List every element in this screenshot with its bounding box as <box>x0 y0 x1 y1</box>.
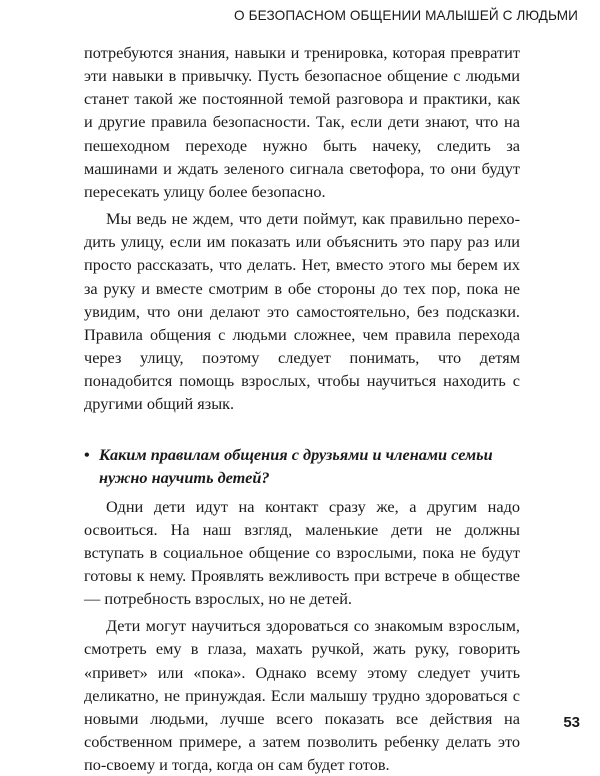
paragraph-contact: Одни дети идут на контакт сразу же, а другим надо освоиться. На наш взгляд, маленькие дети не должны вступать в социальное общение со взрослыми, пока не будут готовы к нему. Проявлять вежливость при встрече в обществе — потребность взрослых, но не детей. <box>84 496 520 609</box>
running-head: О БЕЗОПАСНОМ ОБЩЕНИИ МАЛЫШЕЙ С ЛЮДЬМИ <box>234 8 578 23</box>
paragraph-continued: потребуются знания, навыки и тренировка, которая превратит эти навыки в привычку. Пусть безопасное общение с людьми станет такой же постоянной темой разговора и практики, как и другие правила безопасности. Так, если дети знают, что на пешеходном переходе нужно быть начеку, следить за машинами и ждать зеленого сигнала светофора, то они будут пересекать улицу более безопасно. <box>84 43 520 201</box>
body-text <box>84 41 520 776</box>
paragraph-crossing-street: Мы ведь не ждем, что дети поймут, как правильно переходить улицу, если им показать или объяснить это пару раз или просто рассказать, что делать. Нет, вместо этого мы берем их за руку и вместе смотрим в обе стороны до тех пор, пока не увидим, что они делают это самостоятельно, без подсказки. Правила общения с людьми сложнее, чем правила перехода через улицу, поэтому следует понимать, что детям понадобится помощь взрослых, чтобы научиться находить с другими общий язык. <box>84 209 520 414</box>
page-number: 53 <box>563 714 580 731</box>
paragraph-greeting: Дети могут научиться здороваться со знакомым взрослым, смотреть ему в глаза, махать ручкой, жать руку, говорить «привет» или «пока». Однако всему этому следует учить деликатно, не принуждая. Если малышу трудно здороваться с новыми людьми, лучше всего показать все действия на собственном примере, а затем позволить ребенку делать это по-своему и тогда, когда он сам будет готов. <box>84 616 520 775</box>
bullet-icon: • <box>84 444 90 464</box>
section-heading-text: Каким правилам общения с друзьями и членами семьи нужно научить детей? <box>99 444 493 487</box>
section-heading <box>84 443 520 489</box>
